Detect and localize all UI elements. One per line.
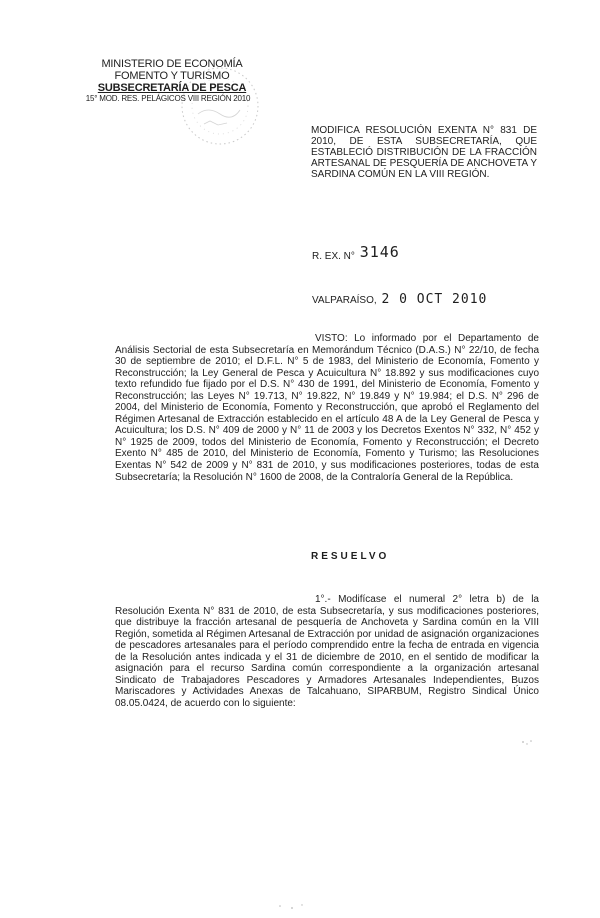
resolution-number-label: R. EX. N° [312, 251, 355, 262]
visto-paragraph: VISTO: Lo informado por el Departamento de Análisis Sectorial de esta Subsecretaría en Memorándum Técnico (D.A.S.) N° 22/10, de fecha 30 de septiembre de 2010; el D.F.L. N° 5 de 1983, del Ministerio de Economía, Fomento y Reconstrucción; la Ley General de Pesca y Acuicultura N° 18.892 y sus modificaciones cuyo texto refundido fue fijado por el D.S. N° 430 de 1991, del Ministerio de Economía, Fomento y Reconstrucción; las Leyes N° 19.713, N° 19.822, N° 19.849 y N° 19.984; el D.S. N° 296 de 2004, del Ministerio de Economía, Fomento y Reconstrucción, que aprobó el Reglamento del Régimen Artesanal de Extracción establecido en el artículo 48 A de la Ley General de Pesca y Acuicultura; los D.S. N° 409 de 2000 y N° 11 de 2003 y los Decretos Exentos N° 332, N° 452 y N° 1925 de 2009, todos del Ministerio de Economía, Fomento y Reconstrucción; el Decreto Exento N° 485 de 2010, del Ministerio de Economía, Fomento y Turismo; las Resoluciones Exentas N° 542 de 2009 y N° 831 de 2010, y sus modificaciones posteriores, todas de esta Subsecretaría; la Resolución N° 1600 de 2008, de la Contraloría General de la República. [115, 333, 539, 483]
resuelvo-heading: RESUELVO [311, 551, 390, 562]
document-subject: MODIFICA RESOLUCIÓN EXENTA N° 831 DE 2010, DE ESTA SUBSECRETARÍA, QUE ESTABLECIÓ DISTRIBUCIÓN DE LA FRACCIÓN ARTESANAL DE PESQUERÍA DE ANCHOVETA Y SARDINA COMÚN EN LA VIII REGIÓN. [311, 125, 537, 180]
ministry-division: FOMENTO Y TURISMO [114, 70, 230, 82]
date-stamp: 2 0 OCT 2010 [381, 292, 488, 307]
resolution-number-value: 3146 [359, 243, 400, 261]
article-1-paragraph: 1°.- Modifícase el numeral 2° letra b) de la Resolución Exenta N° 831 de 2010, de esta Subsecretaría, y sus modificaciones posteriores, que distribuye la fracción artesanal de pesquería de Anchoveta y Sardina común en la VIII Región, sometida al Régimen Artesanal de Extracción por unidad de asignación organizaciones de pescadores artesanales para el período comprendido entre la fecha de entrada en vigencia de la Resolución antes indicada y el 31 de diciembre de 2010, en el sentido de modificar la asignación para el recurso Sardina común correspondiente a la organización artesanal Sindicato de Trabajadores Pescadores y Armadores Artesanales Independientes, Buzos Mariscadores y Actividades Anexas de Talcahuano, SIPARBUM, Registro Sindical Único 08.05.0424, de acuerdo con lo siguiente: [115, 594, 539, 709]
subsecretaria-name: SUBSECRETARÍA DE PESCA [97, 82, 247, 94]
document-reference: 15° MOD. RES. PELÁGICOS VIII REGIÓN 2010 [85, 94, 251, 103]
place: VALPARAÍSO, [312, 295, 377, 306]
ministry-name: MINISTERIO DE ECONOMÍA [101, 58, 243, 70]
